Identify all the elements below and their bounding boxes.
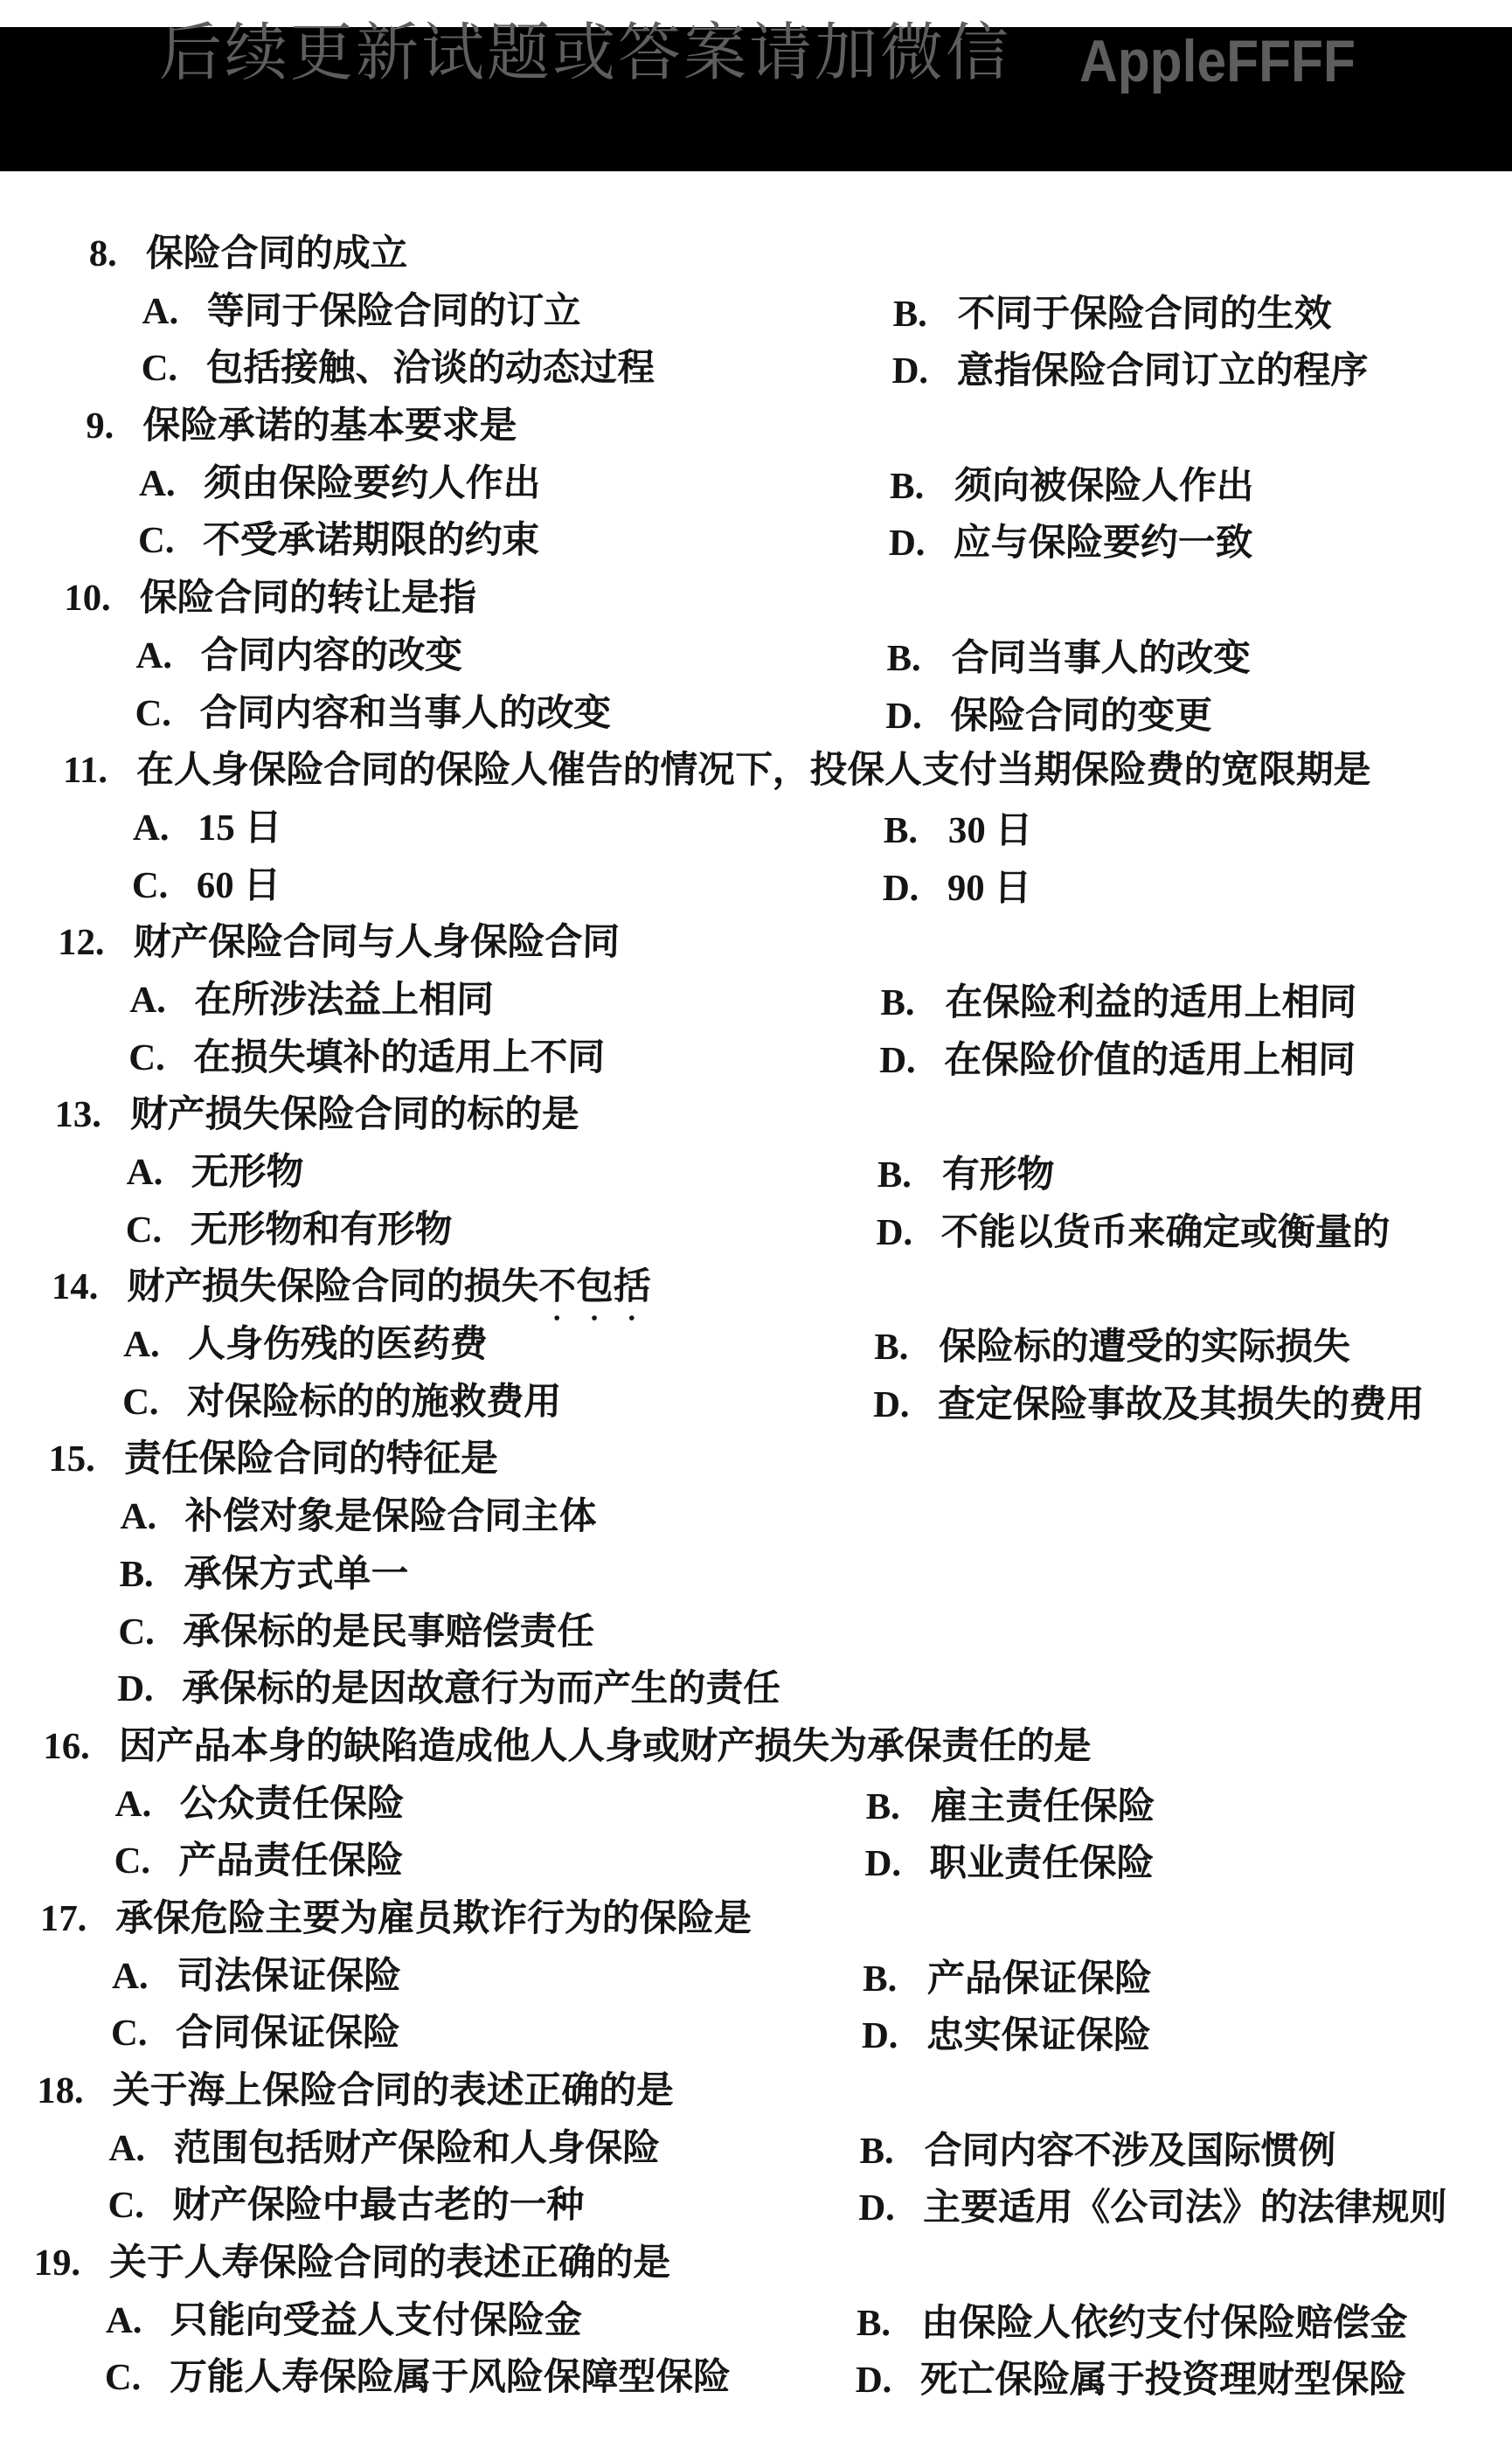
options-row [0, 1374, 1492, 1431]
option-label: A. [108, 2127, 146, 2169]
option-b [856, 2295, 1408, 2353]
option-a [120, 1488, 597, 1546]
option-a [105, 2292, 582, 2350]
option-text: 须向被保险人作出 [954, 465, 1254, 507]
question-stem: 关于人寿保险合同的表述正确的是 [108, 2243, 671, 2284]
options-row [0, 2349, 1474, 2407]
option-label: B. [880, 981, 916, 1023]
option-label: D. [861, 2015, 899, 2057]
options-row [0, 1660, 1487, 1718]
option-label: A. [138, 462, 177, 504]
option-d [861, 2007, 1151, 2065]
options-row [0, 800, 1502, 857]
option-text: 合同内容不涉及国际惯例 [924, 2130, 1336, 2172]
option-label: D. [855, 2360, 892, 2402]
options-row [0, 1604, 1488, 1661]
option-label: C. [125, 1209, 163, 1251]
option-label: B. [856, 2302, 891, 2344]
option-c [122, 1374, 562, 1431]
option-label: D. [116, 1668, 155, 1710]
option-label: D. [878, 1039, 917, 1081]
option-label: C. [117, 1611, 156, 1653]
option-d [872, 1376, 1425, 1434]
option-text: 合同内容和当事人的改变 [199, 692, 612, 734]
option-text: 范围包括财产保险和人身保险 [173, 2127, 661, 2169]
option-d [879, 1032, 1356, 1090]
options-row [0, 2177, 1477, 2235]
option-text: 司法保证保险 [176, 1955, 402, 1997]
option-label: C. [121, 1381, 160, 1423]
option-text: 15 日 [197, 807, 282, 849]
option-c [137, 512, 539, 570]
option-text: 不受承诺期限的约束 [202, 520, 540, 562]
options-row [0, 283, 1511, 341]
option-label: C. [137, 520, 176, 562]
option-label: C. [108, 2185, 145, 2227]
option-label: B. [865, 1785, 901, 1827]
option-a [135, 627, 463, 685]
options-row [0, 1202, 1495, 1259]
options-row [0, 340, 1510, 398]
option-c [125, 1202, 453, 1259]
option-b [859, 2123, 1336, 2180]
option-text: 意指保险合同订立的程序 [956, 350, 1369, 392]
option-label: C. [131, 864, 169, 906]
question-stem: 保险合同的成立 [145, 233, 408, 274]
option-a [112, 1948, 402, 2006]
question-stem-text: 财产损失保险合同的损失 [127, 1266, 539, 1308]
question-19 [0, 2235, 1476, 2292]
option-b [886, 630, 1252, 688]
question-stem: 财产保险合同与人身保险合同 [133, 922, 621, 964]
option-label: C. [141, 348, 178, 390]
question-stem: 保险合同的转让是指 [139, 578, 477, 620]
question-number: 17. [39, 1897, 87, 1939]
option-label: C. [104, 2357, 142, 2399]
question-stem: 保险承诺的基本要求是 [142, 406, 517, 447]
question-9 [0, 398, 1509, 455]
option-text: 90 日 [947, 867, 1032, 909]
options-row [0, 1948, 1481, 2006]
option-label: A. [122, 1324, 161, 1366]
option-text: 主要适用《公司法》的法律规则 [922, 2187, 1447, 2229]
option-b [863, 1951, 1153, 2008]
question-number: 19. [33, 2243, 81, 2284]
option-a [123, 1316, 489, 1374]
option-label: A. [126, 1152, 163, 1193]
question-stem: 关于海上保险合同的表述正确的是 [112, 2070, 675, 2111]
option-d [885, 688, 1213, 745]
question-number: 12. [57, 922, 106, 964]
option-label: D. [876, 1211, 913, 1253]
option-text: 在损失填补的适用上不同 [192, 1036, 606, 1078]
options-row [0, 1833, 1483, 1890]
options-row [0, 1029, 1498, 1087]
options-row [0, 627, 1505, 685]
options-row [0, 685, 1504, 743]
options-row [0, 972, 1499, 1029]
option-text: 合同内容的改变 [200, 634, 463, 676]
option-text: 无形物 [191, 1152, 304, 1193]
option-text: 万能人寿保险属于风险保障型保险 [169, 2357, 732, 2399]
option-text: 死亡保险属于投资理财型保险 [919, 2360, 1407, 2402]
question-11 [0, 742, 1503, 800]
option-text: 承保标的是因故意行为而产生的责任 [181, 1668, 781, 1710]
option-c [135, 685, 612, 743]
question-16 [0, 1718, 1486, 1776]
option-label: D. [884, 695, 923, 737]
question-number: 11. [62, 750, 108, 792]
option-a [108, 2120, 661, 2178]
option-text: 包括接触、洽谈的动态过程 [205, 348, 655, 390]
options-row [0, 512, 1508, 570]
option-label: B. [859, 2130, 895, 2172]
option-label: B. [873, 1327, 909, 1369]
option-a [132, 800, 281, 857]
option-text: 查定保险事故及其损失的费用 [937, 1383, 1425, 1425]
option-d [858, 2180, 1447, 2237]
question-list [0, 225, 1512, 2407]
option-label: B. [883, 809, 919, 851]
options-row [0, 1776, 1484, 1834]
option-label: C. [128, 1036, 166, 1078]
option-text: 产品保证保险 [926, 1958, 1153, 2000]
option-d [882, 860, 1031, 918]
question-15 [0, 1431, 1491, 1488]
option-c [128, 1029, 606, 1087]
options-row [0, 2120, 1478, 2178]
option-b [877, 1147, 1055, 1204]
option-text: 不能以货币来确定或衡量的 [940, 1211, 1391, 1253]
options-row [0, 1144, 1496, 1202]
option-label: B. [877, 1154, 912, 1196]
option-text: 须由保险要约人作出 [203, 462, 541, 504]
option-label: C. [114, 1840, 151, 1882]
option-label: B. [892, 293, 928, 335]
option-b [892, 286, 1332, 343]
option-label: B. [862, 1958, 898, 2000]
option-text: 只能向受益人支付保险金 [170, 2299, 583, 2341]
option-text: 对保险标的的施救费用 [186, 1381, 562, 1423]
option-text: 保险合同的变更 [949, 695, 1213, 737]
option-label: A. [111, 1955, 149, 1997]
option-d [855, 2352, 1407, 2409]
option-text: 人身伤残的医药费 [187, 1324, 489, 1366]
option-label: A. [142, 290, 179, 332]
option-label: B. [119, 1553, 155, 1595]
option-c [108, 2177, 585, 2235]
option-label: D. [872, 1383, 911, 1425]
options-row [0, 455, 1509, 513]
option-text: 60 日 [196, 864, 281, 906]
question-number: 13. [54, 1094, 102, 1136]
option-a [142, 283, 581, 341]
question-number: 15. [48, 1438, 96, 1480]
option-b [865, 1778, 1155, 1836]
option-text: 保险标的遭受的实际损失 [938, 1327, 1351, 1369]
option-text: 不同于保险合同的生效 [957, 293, 1333, 335]
option-label: A. [105, 2299, 143, 2341]
option-c [118, 1604, 595, 1661]
option-text: 产品责任保险 [178, 1840, 404, 1882]
option-text: 有形物 [941, 1154, 1055, 1196]
question-12 [0, 914, 1500, 972]
option-label: A. [129, 979, 167, 1021]
options-row [0, 1316, 1493, 1374]
question-18 [0, 2062, 1479, 2120]
options-row [0, 1546, 1488, 1604]
question-8 [0, 225, 1512, 283]
option-text: 忠实保证保险 [926, 2015, 1152, 2057]
option-text: 在保险价值的适用上相同 [943, 1039, 1356, 1081]
option-text: 承保标的是民事赔偿责任 [182, 1611, 595, 1653]
options-row [0, 2005, 1481, 2062]
emphasized-keyword: 不包括 [538, 1266, 652, 1308]
option-text: 无形物和有形物 [190, 1209, 453, 1251]
option-label: D. [857, 2187, 896, 2229]
question-stem: 承保危险主要为雇员欺诈行为的保险是 [114, 1897, 753, 1939]
option-label: C. [110, 2013, 149, 2055]
question-stem: 责任保险合同的特征是 [123, 1438, 499, 1480]
option-label: A. [132, 807, 170, 849]
option-c [114, 1833, 404, 1890]
option-text: 30 日 [947, 809, 1033, 851]
watermark-id: AppleFFFF [1079, 28, 1356, 94]
option-text: 补偿对象是保险合同主体 [184, 1496, 597, 1538]
option-d [888, 515, 1253, 572]
question-stem: 财产损失保险合同的标的是 [129, 1094, 580, 1136]
option-c [131, 857, 281, 915]
option-c [141, 340, 655, 398]
question-10 [0, 570, 1506, 627]
options-row [0, 857, 1501, 915]
question-number: 9. [85, 406, 114, 447]
question-stem: 因产品本身的缺陷造成他人人身或财产损失为承保责任的是 [118, 1725, 1092, 1767]
option-b [883, 802, 1032, 860]
option-a [129, 972, 495, 1029]
watermark-text: 后续更新试题或答案请加微信 [159, 16, 1012, 89]
option-text: 职业责任保险 [929, 1843, 1155, 1885]
option-c [104, 2349, 731, 2407]
question-number: 16. [43, 1725, 91, 1767]
option-label: A. [135, 634, 173, 676]
option-text: 由保险人依约支付保险赔偿金 [920, 2302, 1408, 2344]
option-label: D. [864, 1843, 902, 1885]
question-number: 10. [63, 578, 112, 620]
question-13 [0, 1086, 1497, 1144]
option-label: C. [135, 692, 172, 734]
option-d [891, 343, 1369, 400]
option-text: 在保险利益的适用上相同 [945, 981, 1357, 1023]
option-b [890, 458, 1255, 516]
option-a [126, 1144, 304, 1202]
option-d [876, 1204, 1391, 1262]
option-text: 承保方式单一 [184, 1553, 409, 1595]
option-b [119, 1546, 409, 1604]
option-label: B. [889, 465, 925, 507]
option-text: 雇主责任保险 [930, 1785, 1155, 1827]
option-text: 等同于保险合同的订立 [206, 290, 582, 332]
option-c [110, 2005, 400, 2062]
option-b [880, 974, 1357, 1032]
option-text: 财产保险中最古老的一种 [172, 2185, 585, 2227]
option-d [864, 1835, 1155, 1893]
option-text: 公众责任保险 [179, 1783, 406, 1825]
question-stem: 在人身保险合同的保险人催告的情况下，投保人支付当期保险费的宽限期是 [135, 750, 1371, 792]
question-number: 8. [88, 233, 118, 274]
option-label: A. [120, 1496, 157, 1538]
option-text: 合同保证保险 [175, 2013, 401, 2055]
question-number: 18. [36, 2070, 85, 2111]
option-label: B. [886, 637, 922, 679]
option-a [114, 1776, 405, 1834]
option-a [139, 455, 541, 513]
option-text: 合同当事人的改变 [951, 637, 1252, 679]
option-d [117, 1660, 781, 1718]
question-number: 14. [51, 1266, 99, 1308]
question-14 [0, 1258, 1494, 1316]
option-text: 应与保险要约一致 [953, 523, 1253, 565]
option-b [874, 1319, 1351, 1376]
options-row [0, 2292, 1475, 2350]
question-17 [0, 1890, 1482, 1948]
option-label: A. [114, 1783, 152, 1825]
option-label: D. [888, 523, 926, 565]
option-label: D. [891, 350, 929, 392]
option-text: 在所涉法益上相同 [194, 979, 495, 1021]
option-label: D. [882, 867, 919, 909]
options-row [0, 1488, 1489, 1546]
